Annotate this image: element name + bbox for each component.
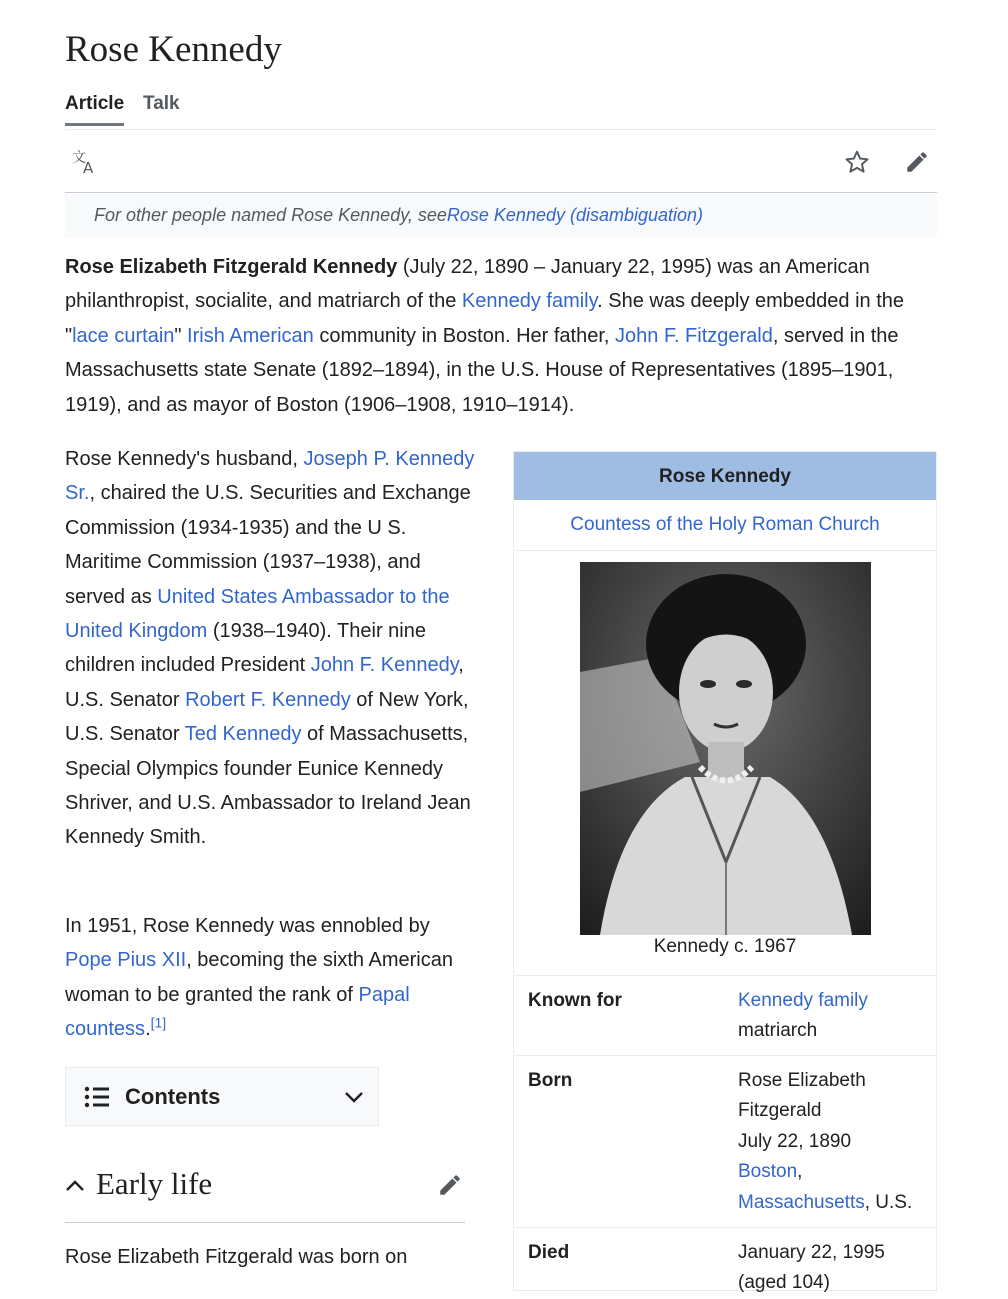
link-kennedy-family-infobox[interactable]: Kennedy family xyxy=(738,990,868,1011)
link-countess[interactable]: Countess of the Holy Roman Church xyxy=(570,514,880,535)
page-tabs xyxy=(65,93,937,130)
subject-name: Rose Elizabeth Fitzgerald Kennedy xyxy=(65,256,398,278)
link-lace-curtain[interactable]: lace curtain xyxy=(72,324,175,347)
section-heading-early-life[interactable] xyxy=(65,1160,465,1223)
para-text: . xyxy=(145,1018,151,1041)
page-actions-toolbar xyxy=(65,130,937,193)
link-john-f-kennedy[interactable]: John F. Kennedy xyxy=(310,654,459,677)
list-icon xyxy=(84,1086,110,1108)
lead-text: (July 22, 1890 – January 22, 1995) was an American philanthropist, socialite, and matriarch of the xyxy=(65,256,870,313)
infobox-value xyxy=(738,1238,928,1299)
star-icon[interactable] xyxy=(841,146,873,178)
chevron-down-icon xyxy=(344,1090,364,1104)
link-pope-pius-xii[interactable]: Pope Pius XII xyxy=(65,949,187,972)
svg-text:文: 文 xyxy=(72,150,86,166)
para-text: , becoming the sixth American woman to be granted the rank of xyxy=(65,949,453,1006)
birth-country: , U.S. xyxy=(864,1191,913,1213)
svg-text:A: A xyxy=(83,159,94,176)
link-irish-american[interactable]: Irish American xyxy=(187,324,314,347)
hatnote-text: For other people named Rose Kennedy, see xyxy=(94,205,447,225)
death-age: (aged 104) xyxy=(738,1272,830,1294)
tab-talk[interactable]: Talk xyxy=(143,93,180,114)
para-text: (1938–1940). Their nine children included President xyxy=(65,620,426,677)
lead-paragraph xyxy=(65,250,945,422)
link-kennedy-family[interactable]: Kennedy family xyxy=(461,290,598,313)
separator: , xyxy=(797,1161,803,1183)
infobox-value xyxy=(738,1066,928,1218)
para-text: of New York, U.S. Senator xyxy=(65,688,469,746)
link-robert-f-kennedy[interactable]: Robert F. Kennedy xyxy=(185,688,351,711)
disambiguation-hatnote xyxy=(65,194,937,237)
portrait-photo[interactable] xyxy=(580,562,871,935)
infobox xyxy=(513,451,937,1294)
pencil-icon[interactable] xyxy=(437,1172,463,1198)
death-date: January 22, 1995 xyxy=(738,1242,885,1263)
infobox-value xyxy=(738,986,928,1047)
link-ted-kennedy[interactable]: Ted Kennedy xyxy=(184,723,302,746)
hatnote-link[interactable]: Rose Kennedy (disambiguation) xyxy=(446,205,704,225)
photo-caption: Kennedy c. 1967 xyxy=(653,936,797,957)
infobox-row-born xyxy=(514,1055,936,1228)
husband-paragraph xyxy=(65,442,475,855)
infobox-label: Born xyxy=(528,1070,573,1091)
infobox-title: Rose Kennedy xyxy=(514,452,936,500)
link-us-ambassador-uk[interactable]: United States Ambassador to the United Kingdom xyxy=(65,585,450,643)
translate-icon[interactable] xyxy=(69,146,101,178)
lead-text: , served in the Massachusetts state Senate (1892–1894), in the U.S. House of Representatives (1895–1901, 1919), and as mayor of Boston (1906–1908, 1910–1914). xyxy=(65,324,899,416)
infobox-label: Known for xyxy=(528,990,622,1011)
contents-label: Contents xyxy=(125,1084,221,1109)
infobox-subtitle xyxy=(514,500,936,551)
infobox-row-known-for xyxy=(514,975,936,1056)
link-papal-countess[interactable]: Papal countess xyxy=(65,983,410,1041)
para-text: , chaired the U.S. Securities and Exchange Commission (1934-1935) and the U S. Maritime Commission (1937–1938), and served as xyxy=(65,482,471,608)
lead-text: community in Boston. Her father, xyxy=(313,324,616,347)
birth-name: Rose Elizabeth Fitzgerald xyxy=(738,1070,866,1122)
lead-text: " xyxy=(174,324,188,347)
tab-article[interactable]: Article xyxy=(65,93,124,126)
para-text: of Massachusetts, Special Olympics founder Eunice Kennedy Shriver, and U.S. Ambassador to Ireland Jean Kennedy Smith. xyxy=(65,723,471,849)
para-text: Rose Kennedy's husband, xyxy=(65,448,304,470)
link-massachusetts[interactable]: Massachusetts xyxy=(738,1191,865,1213)
reference-link[interactable]: [1] xyxy=(150,1014,167,1031)
infobox-label: Died xyxy=(528,1242,570,1263)
infobox-value-text: matriarch xyxy=(738,1020,818,1042)
section-title: Early life xyxy=(96,1166,213,1201)
papal-paragraph xyxy=(65,909,475,1047)
pencil-icon[interactable] xyxy=(901,146,933,178)
birth-date: July 22, 1890 xyxy=(738,1130,852,1152)
infobox-row-died xyxy=(514,1227,936,1298)
link-john-f-fitzgerald[interactable]: John F. Fitzgerald xyxy=(615,324,773,347)
para-text: In 1951, Rose Kennedy was ennobled by xyxy=(65,915,430,937)
para-text: , U.S. Senator xyxy=(65,654,464,711)
contents-toggle[interactable] xyxy=(65,1067,379,1126)
lead-text: . She was deeply embedded in the " xyxy=(65,290,905,347)
early-life-paragraph: Rose Elizabeth Fitzgerald was born on xyxy=(65,1246,408,1268)
chevron-up-icon[interactable] xyxy=(65,1179,85,1193)
page-title: Rose Kennedy xyxy=(65,29,282,70)
link-joseph-p-kennedy[interactable]: Joseph P. Kennedy Sr. xyxy=(65,448,475,505)
link-boston[interactable]: Boston xyxy=(738,1161,798,1183)
